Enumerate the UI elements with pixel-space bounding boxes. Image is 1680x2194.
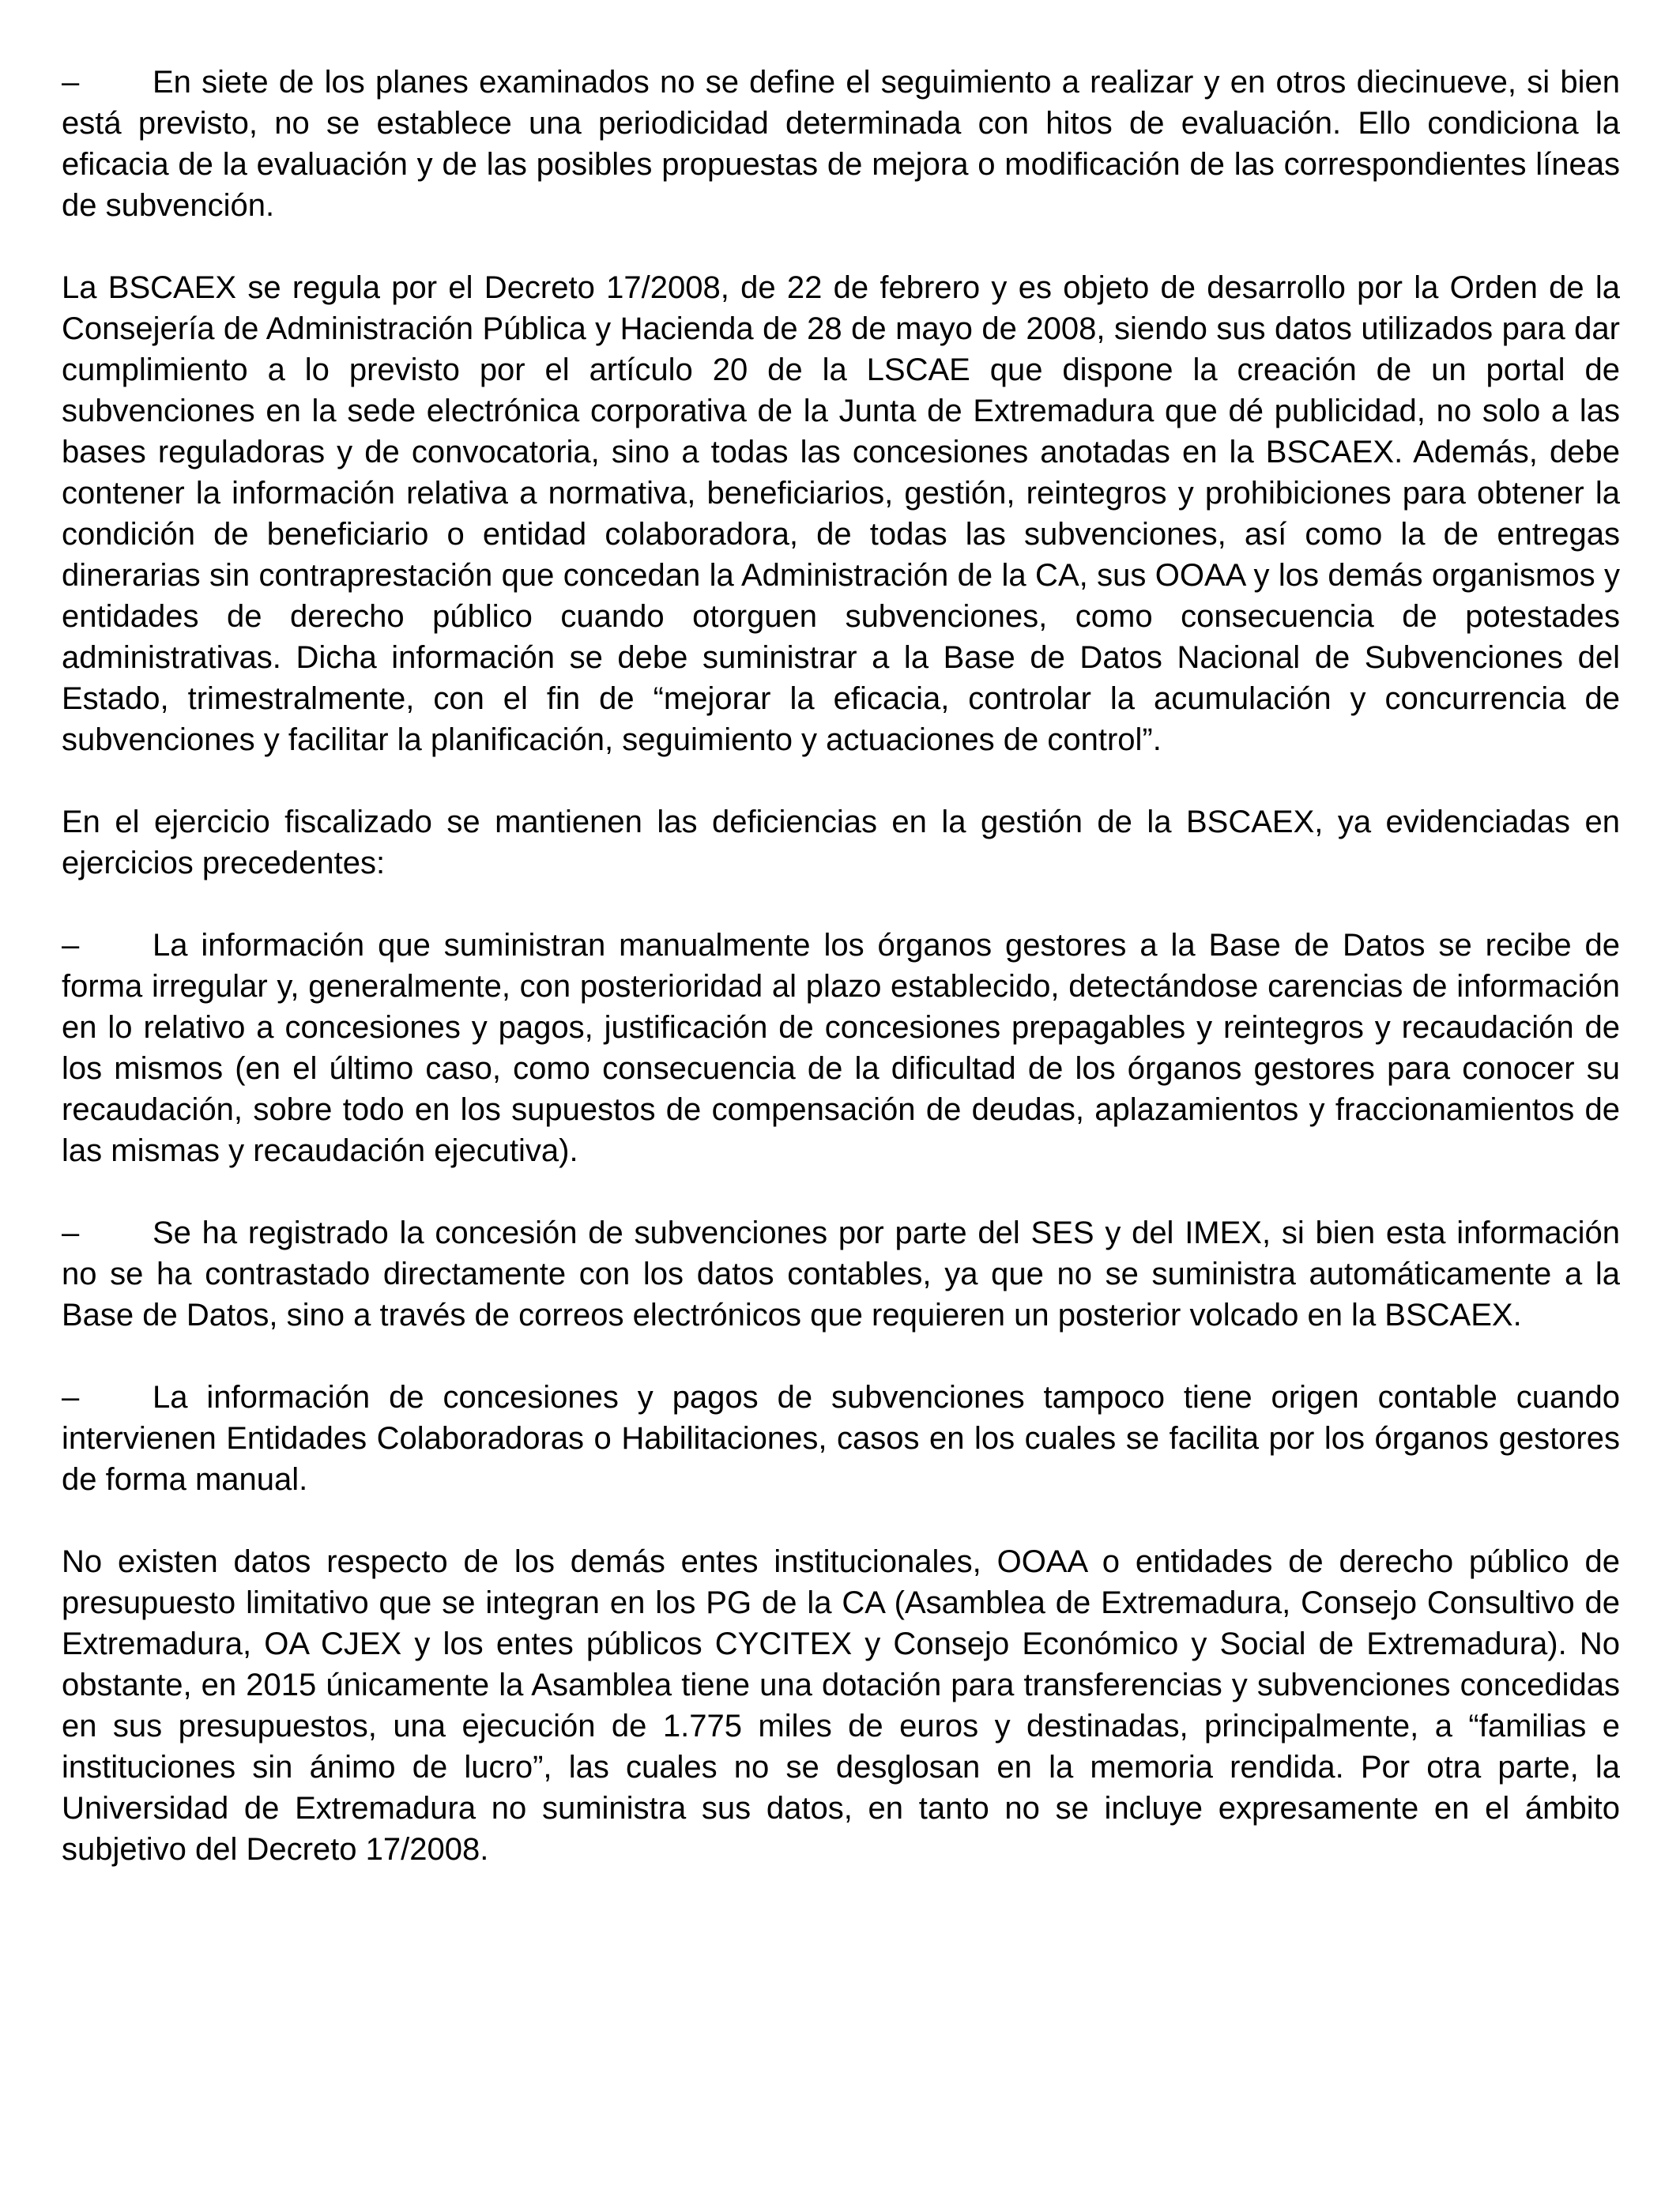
paragraph-text: Se ha registrado la concesión de subvenciones por parte del SES y del IMEX, si bien esta información no se ha contrastado directamente con los datos contables, ya que no se suministra automáticamente a la Base de Datos, sino a través de correos electrónicos que requieren un posterior volcado en la BSCAEX. xyxy=(62,1216,1620,1333)
paragraph-text: La información que suministran manualmente los órganos gestores a la Base de Datos se recibe de forma irregular y, generalmente, con posterioridad al plazo establecido, detectándose carencias de información en lo relativo a concesiones y pagos, justificación de concesiones prepagables y reintegros y recaudación de los mismos (en el último caso, como consecuencia de la dificultad de los órganos gestores para conocer su recaudación, sobre todo en los supuestos de compensación de deudas, aplazamientos y fraccionamientos de las mismas y recaudación ejecutiva). xyxy=(62,928,1620,1168)
bullet-dash: – xyxy=(62,1380,80,1415)
paragraph-bullet-informacion-manual xyxy=(62,925,1620,1171)
document-page xyxy=(62,62,1620,1870)
paragraph-entes-institucionales xyxy=(62,1541,1620,1870)
paragraph-bullet-ses-imex xyxy=(62,1212,1620,1336)
bullet-dash: – xyxy=(62,1216,80,1250)
paragraph-text: En el ejercicio fiscalizado se mantienen las deficiencias en la gestión de la BSCAEX, ya evidenciadas en ejercicios precedentes: xyxy=(62,805,1620,880)
paragraph-bscaex-regulacion xyxy=(62,267,1620,760)
bullet-dash: – xyxy=(62,928,80,963)
paragraph-bullet-seguimiento xyxy=(62,62,1620,226)
paragraph-text: La BSCAEX se regula por el Decreto 17/2008, de 22 de febrero y es objeto de desarrollo por la Orden de la Consejería de Administración Pública y Hacienda de 28 de mayo de 2008, siendo sus datos utilizados para dar cumplimiento a lo previsto por el artículo 20 de la LSCAE que dispone la creación de un portal de subvenciones en la sede electrónica corporativa de la Junta de Extremadura que dé publicidad, no solo a las bases reguladoras y de convocatoria, sino a todas las concesiones anotadas en la BSCAEX. Además, debe contener la información relativa a normativa, beneficiarios, gestión, reintegros y prohibiciones para obtener la condición de beneficiario o entidad colaboradora, de todas las subvenciones, así como la de entregas dinerarias sin contraprestación que concedan la Administración de la CA, sus OOAA y los demás organismos y entidades de derecho público cuando otorguen subvenciones, como consecuencia de potestades administrativas. Dicha información se debe suministrar a la Base de Datos Nacional de Subvenciones del Estado, trimestralmente, con el fin de “mejorar la eficacia, controlar la acumulación y concurrencia de subvenciones y facilitar la planificación, seguimiento y actuaciones de control”. xyxy=(62,270,1620,757)
paragraph-deficiencias-intro xyxy=(62,801,1620,884)
paragraph-text: En siete de los planes examinados no se define el seguimiento a realizar y en otros diecinueve, si bien está previsto, no se establece una periodicidad determinada con hitos de evaluación. Ello condiciona la eficacia de la evaluación y de las posibles propuestas de mejora o modificación de las correspondientes líneas de subvención. xyxy=(62,65,1620,223)
paragraph-text: La información de concesiones y pagos de subvenciones tampoco tiene origen contable cuando intervienen Entidades Colaboradoras o Habilitaciones, casos en los cuales se facilita por los órganos gestores de forma manual. xyxy=(62,1380,1620,1497)
paragraph-bullet-entidades-colaboradoras xyxy=(62,1377,1620,1500)
paragraph-text: No existen datos respecto de los demás entes institucionales, OOAA o entidades de derecho público de presupuesto limitativo que se integran en los PG de la CA (Asamblea de Extremadura, Consejo Consultivo de Extremadura, OA CJEX y los entes públicos CYCITEX y Consejo Económico y Social de Extremadura). No obstante, en 2015 únicamente la Asamblea tiene una dotación para transferencias y subvenciones concedidas en sus presupuestos, una ejecución de 1.775 miles de euros y destinadas, principalmente, a “familias e instituciones sin ánimo de lucro”, las cuales no se desglosan en la memoria rendida. Por otra parte, la Universidad de Extremadura no suministra sus datos, en tanto no se incluye expresamente en el ámbito subjetivo del Decreto 17/2008. xyxy=(62,1544,1620,1867)
bullet-dash: – xyxy=(62,65,80,100)
